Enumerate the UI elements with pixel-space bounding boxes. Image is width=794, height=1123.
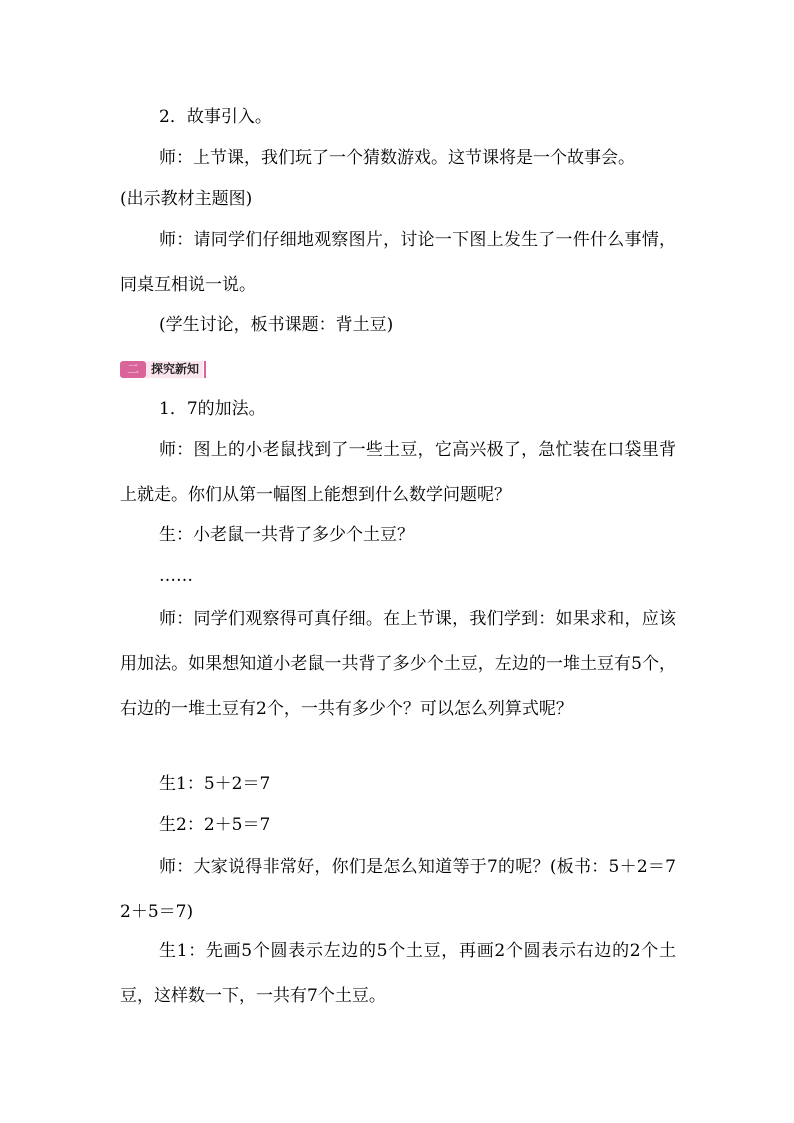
paragraph: 生：小老鼠一共背了多少个土豆？: [159, 525, 414, 545]
paragraph: 师：图上的小老鼠找到了一些土豆，它高兴极了，急忙装在口袋里背上就走。你们从第一幅图上能想到什么数学问题呢？: [120, 440, 676, 505]
paragraph: 师：请同学们仔细地观察图片，讨论一下图上发生了一件什么事情，同桌互相说一说。: [120, 230, 676, 295]
paragraph: (出示教材主题图): [120, 189, 253, 209]
section-title: 探究新知: [146, 361, 203, 378]
paragraph: 师：上节课，我们玩了一个猜数游戏。这节课将是一个故事会。: [159, 148, 635, 168]
section-divider: [204, 361, 206, 378]
paragraph: 1．7的加法。: [159, 399, 266, 419]
paragraph: 生2：2＋5＝7: [159, 815, 271, 835]
paragraph: (学生讨论，板书课题：背土豆): [159, 315, 394, 335]
paragraph: 师：同学们观察得可真仔细。在上节课，我们学到：如果求和，应该用加法。如果想知道小老鼠一共背了多少个土豆，左边的一堆土豆有5个，右边的一堆土豆有2个，一共有多少个？可以怎么列算式呢？: [120, 609, 676, 719]
paragraph: 师：大家说得非常好，你们是怎么知道等于7的呢？(板书：5＋2＝7 2＋5＝7): [120, 857, 693, 922]
section-heading-badge: [120, 361, 220, 378]
paragraph: 2．故事引入。: [159, 107, 272, 127]
paragraph: ……: [159, 566, 193, 586]
section-number: 二: [120, 361, 146, 378]
paragraph: 生1：5＋2＝7: [159, 774, 271, 794]
paragraph: 生1：先画5个圆表示左边的5个土豆，再画2个圆表示右边的2个土豆，这样数一下，一共有7个土豆。: [120, 941, 676, 1006]
